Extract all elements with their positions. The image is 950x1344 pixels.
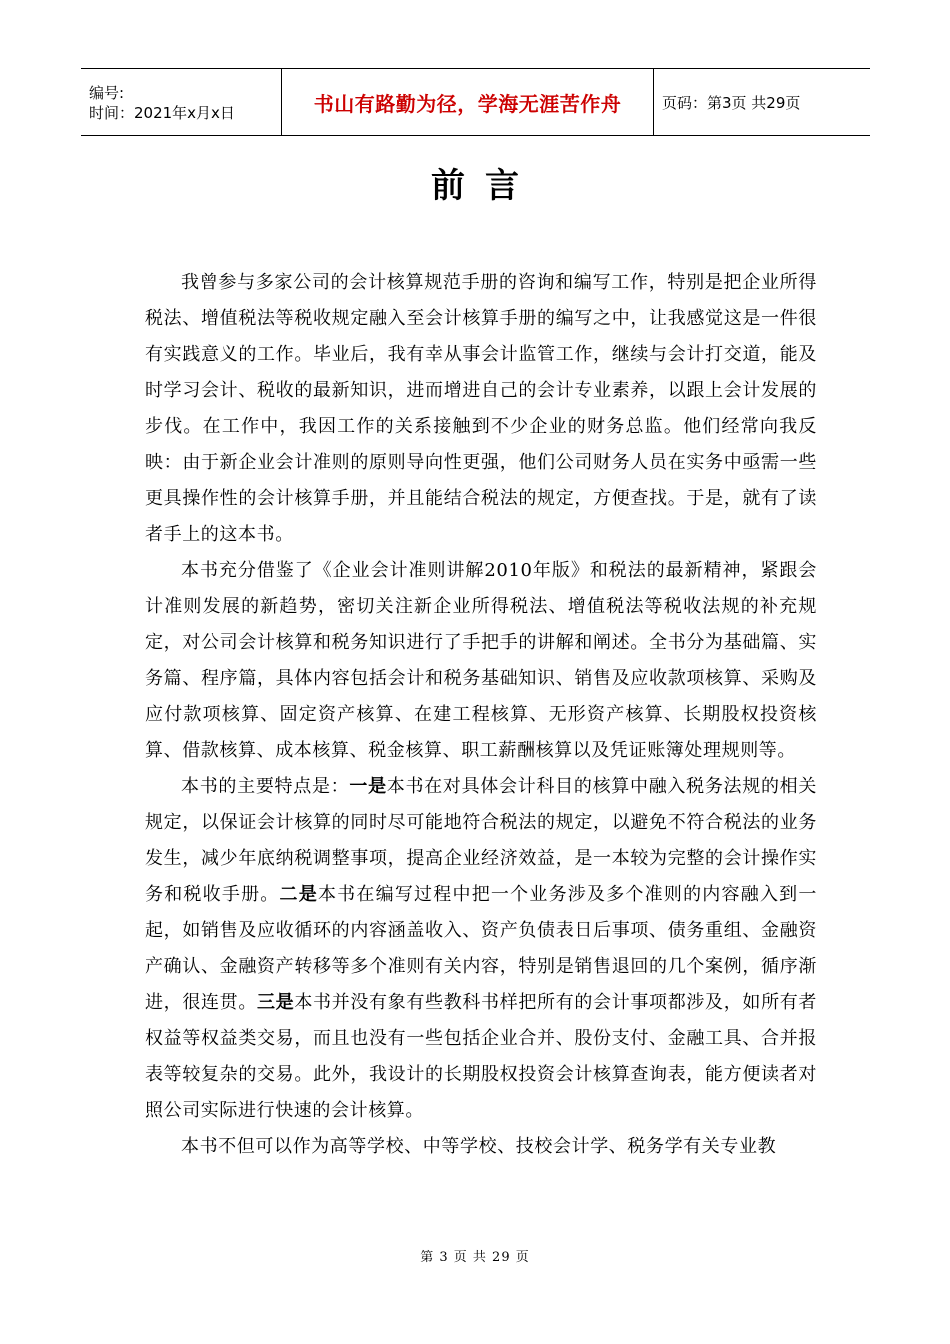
paragraph: 本书不但可以作为高等学校、中等学校、技校会计学、税务学有关专业教: [181, 1136, 777, 1157]
header-page-info: 页码：第3页 共29页: [662, 93, 801, 112]
document-time-label: 时间：2021年x月x日: [89, 104, 235, 122]
text-run: 本书并没有象有些教科书样把所有的会计事项都涉及，如所有者权益等权益类交易，而且也没有一些包括企业合并、股份支付、金融工具、合并报表等较复杂的交易。此外，我设计的长期股权投资会计核算查询表，能方便读者对照公司实际进行快速的会计核算。: [145, 992, 818, 1121]
text-run: 本书在对具体会计科目的核算中融入税务法规的相关规定，以保证会计核算的同时尽可能地符合税法的规定，以避免不符合税法的业务发生，减少年底纳税调整事项，提高企业经济效益，是一本较为完整的会计操作实务和税收手册。: [145, 776, 817, 905]
paragraph-features: [145, 769, 817, 1129]
paragraph: 本书充分借鉴了《企业会计准则讲解2010年版》和税法的最新精神，紧跟会计准则发展的新趋势，密切关注新企业所得税法、增值税法等税收法规的补充规定，对公司会计核算和税务知识进行了手把手的讲解和阐述。全书分为基础篇、实务篇、程序篇，具体内容包括会计和税务基础知识、销售及应收款项核算、采购及应付款项核算、固定资产核算、在建工程核算、无形资产核算、长期股权投资核算、借款核算、成本核算、税金核算、职工薪酬核算以及凭证账簿处理规则等。: [145, 560, 817, 761]
text-run: 本书在编写过程中把一个业务涉及多个准则的内容融入到一起，如销售及应收循环的内容涵盖收入、资产负债表日后事项、债务重组、金融资产确认、金融资产转移等多个准则有关内容，特别是销售退回的几个案例，循序渐进，很连贯。: [145, 884, 817, 1013]
page-footer: 第 3 页 共 29 页: [420, 1250, 530, 1265]
emphasis-one: 一是: [349, 776, 387, 797]
text-run: 本书的主要特点是：: [181, 776, 350, 797]
header-meta: [81, 69, 281, 135]
page-title: 前言: [431, 166, 539, 206]
page-header: [81, 68, 870, 136]
emphasis-two: 二是: [279, 884, 318, 905]
emphasis-three: 三是: [257, 992, 295, 1013]
document-number-label: 编号:: [89, 84, 125, 102]
paragraph: 我曾参与多家公司的会计核算规范手册的咨询和编写工作，特别是把企业所得税法、增值税法等税收规定融入至会计核算手册的编写之中，让我感觉这是一件很有实践意义的工作。毕业后，我有幸从事会计监管工作，继续与会计打交道，能及时学习会计、税收的最新知识，进而增进自己的会计专业素养，以跟上会计发展的步伐。在工作中，我因工作的关系接触到不少企业的财务总监。他们经常向我反映：由于新企业会计准则的原则导向性更强，他们公司财务人员在实务中亟需一些更具操作性的会计核算手册，并且能结合税法的规定，方便查找。于是，就有了读者手上的这本书。: [145, 272, 817, 545]
header-motto: 书山有路勤为径，学海无涯苦作舟: [281, 69, 654, 135]
body-text: [145, 265, 817, 1165]
